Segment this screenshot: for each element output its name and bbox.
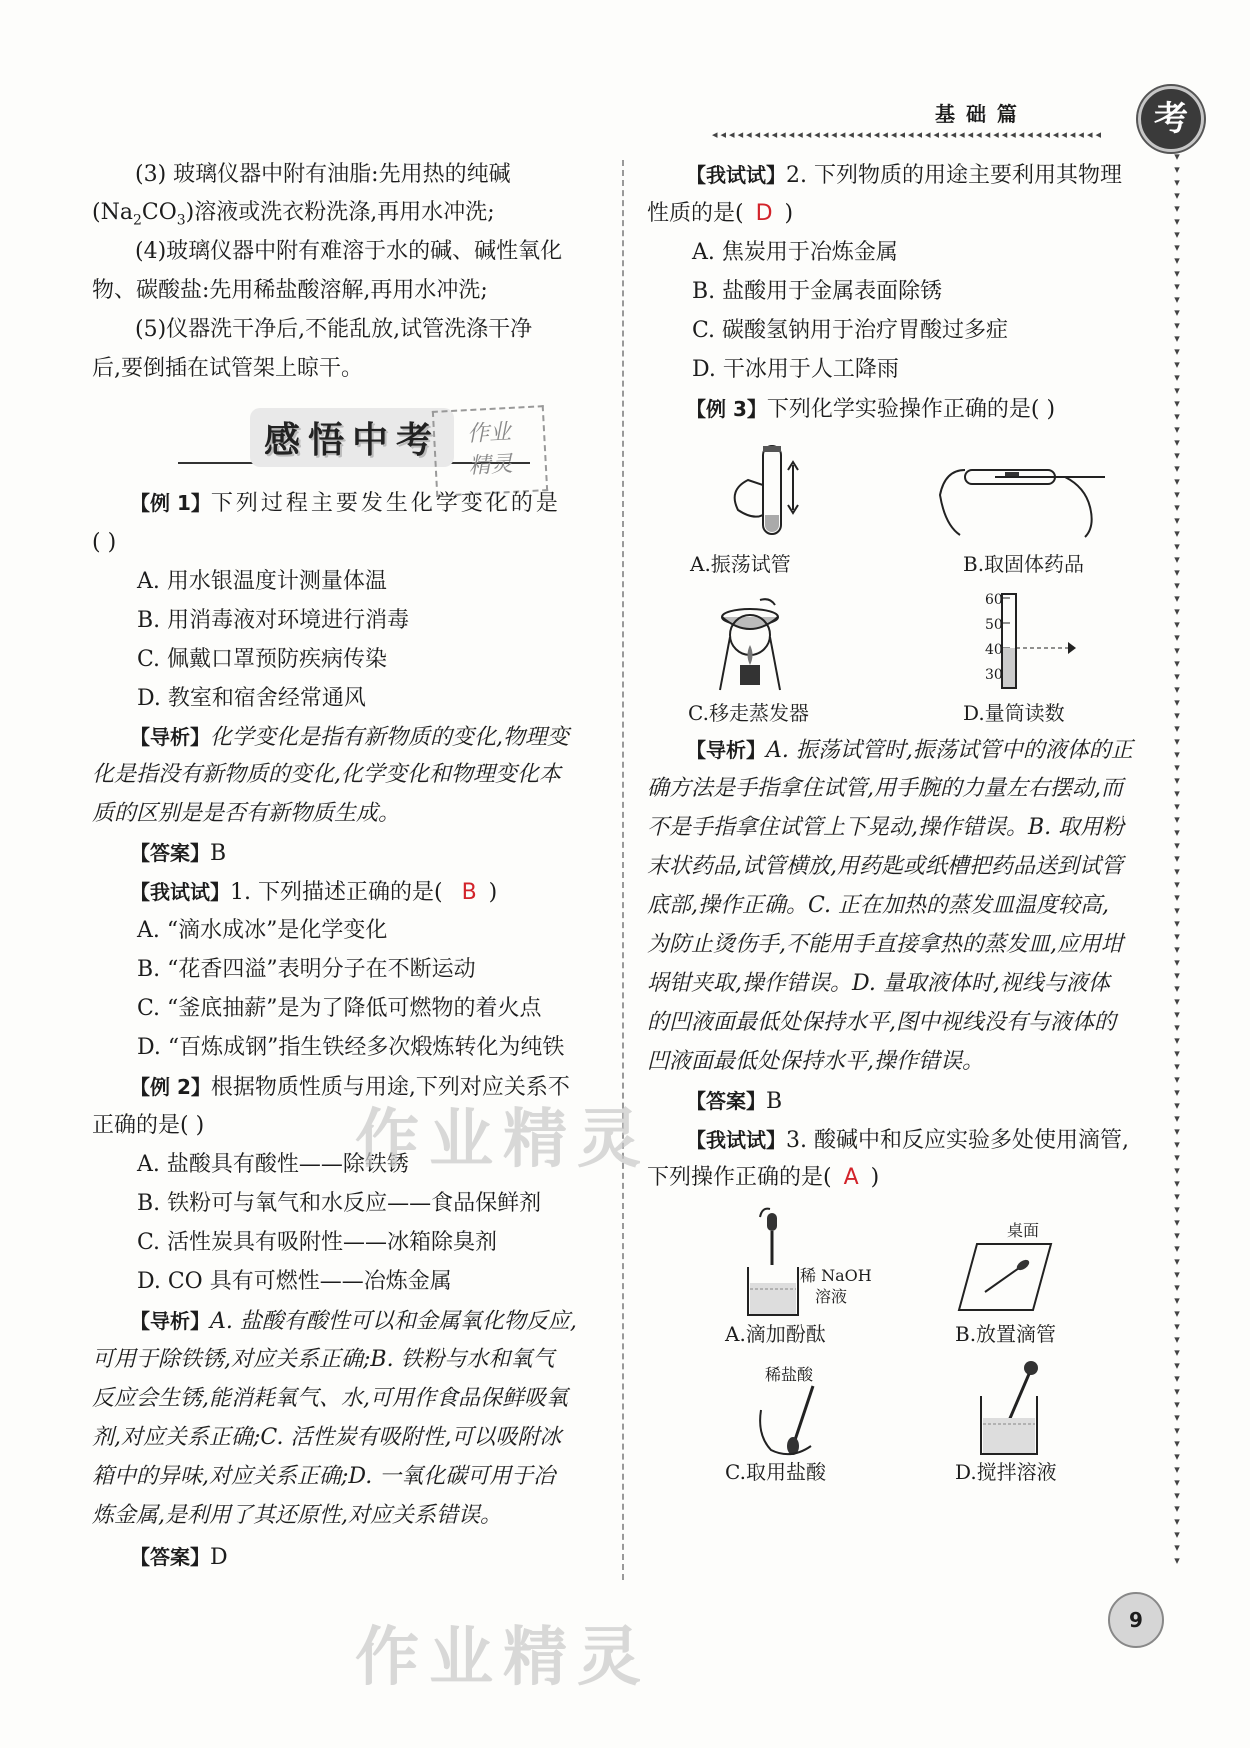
try3-caption-c: C.取用盐酸 [725,1460,826,1484]
ex2-guide-4: 剂,对应关系正确;C. 活性炭有吸附性,可以吸附冰 [92,1425,562,1450]
try1-answer: B [461,880,477,905]
clean3-line2-sub1: 2 [132,212,142,229]
try2-question-2 [647,199,793,229]
try3-tag: 【我试试】 [686,1128,786,1152]
ex3-guide-7: 埚钳夹取,操作错误。D. 量取液体时,视线与液体 [647,971,1110,996]
ex1-option-d: D. 教室和宿舍经常通风 [137,686,366,711]
ex2-guide-6: 炼金属,是利用了其还原性,对应关系错误。 [92,1503,502,1528]
try2-option-c: C. 碳酸氢钠用于治疗胃酸过多症 [692,318,1009,343]
ex3-caption-d: D.量筒读数 [963,701,1065,725]
ex3-guide-6: 为防止烫伤手,不能用手直接拿热的蒸发皿,应用坩 [647,932,1123,957]
try1-tag: 【我试试】 [130,880,230,904]
try3-caption-d: D.搅拌溶液 [955,1460,1057,1484]
ex2-option-b: B. 铁粉可与氧气和水反应——食品保鲜剂 [137,1191,542,1216]
ex3-guide-4: 末状药品,试管横放,用药匙或纸槽把药品送到试管 [647,854,1123,879]
try3-figure-c-take-acid [755,1380,835,1460]
try3-figure-d-stir [975,1360,1055,1460]
watermark-middle: 作业精灵 [355,1103,651,1177]
ex3-caption-c: C.移走蒸发器 [688,701,809,725]
ex2-guide-2: 可用于除铁锈,对应关系正确;B. 铁粉与水和氧气 [92,1347,555,1372]
ex2-guide-3: 反应会生锈,能消耗氧气、水,可用作食品保鲜吸氧 [92,1386,568,1411]
try1-option-d: D. “百炼成钢”指生铁经多次煅炼转化为纯铁 [137,1035,565,1060]
ex3-guide-2: 确方法是手指拿住试管,用手腕的力量左右摆动,而 [647,776,1123,801]
ex3-answer [686,1086,782,1117]
ex3-guide-3: 不是手指拿住试管上下晃动,操作错误。B. 取用粉 [647,815,1125,840]
clean3-line2-c: )溶液或洗衣粉洗涤,再用水冲洗; [185,200,495,225]
ex1-question [130,488,561,519]
try3-figure-b-dropper-on-desk [955,1240,1055,1315]
ex2-answer [130,1542,228,1573]
ex3-question [686,394,1055,425]
try3-question-1 [686,1125,1129,1156]
ex3-answer-value: B [766,1089,783,1114]
ex3-guide-1 [686,735,1133,766]
clean4-line2: 物、碳酸盐:先用稀盐酸溶解,再用水冲洗; [92,278,488,303]
ex1-option-a: A. 用水银温度计测量体温 [137,569,387,594]
cyl-tick-60: 60 [985,592,1003,608]
ex2-option-c: C. 活性炭具有吸附性——冰箱除臭剂 [137,1230,498,1255]
clean3-line2-a: (Na [92,200,133,225]
ex1-guide-1-text: 化学变化是指有新物质的变化,物理变 [210,725,569,750]
ex1-guide-3: 质的区别是是否有新物质生成。 [92,801,401,826]
ex2-tag: 【例 2】 [130,1075,211,1099]
try1-option-c: C. “釜底抽薪”是为了降低可燃物的着火点 [137,996,542,1021]
cyl-tick-40: 40 [985,642,1003,658]
clean3-line2-sub2: 3 [176,212,186,229]
ex3-question-text: 下列化学实验操作正确的是( ) [766,397,1056,422]
banner-stamp [432,405,548,497]
clean5-line2: 后,要倒插在试管架上晾干。 [92,356,363,381]
header-chevron-rule: ◂◂◂◂◂◂◂◂◂◂◂◂◂◂◂◂◂◂◂◂◂◂◂◂◂◂◂◂◂◂◂◂◂◂◂◂◂◂◂◂◂◂◂◂◂◂ [712,128,1104,140]
ex3-guide-5: 底部,操作正确。C. 正在加热的蒸发皿温度较高, [647,893,1110,918]
ex1-guide-1 [130,722,569,753]
column-divider [622,160,624,1580]
clean5-line1: (5)仪器洗干净后,不能乱放,试管洗涤干净 [135,317,533,342]
ex3-figure-c-evaporating-dish [700,595,800,695]
ex1-answer-value: B [210,841,227,866]
ex2-question-2: 正确的是( ) [92,1113,205,1138]
try3-question-2 [647,1163,879,1193]
ex1-option-c: C. 佩戴口罩预防疾病传染 [137,647,388,672]
ex3-figure-a-shake-tube [718,440,818,540]
header-title: 基 础 篇 [935,102,1019,126]
ex1-guide-tag: 【导析】 [130,725,210,749]
page-number: 9 [1129,1608,1143,1632]
ex2-guide-tag: 【导析】 [130,1309,210,1333]
right-chevron-rule: ▾ ▾ ▾ ▾ ▾ ▾ ▾ ▾ ▾ ▾ ▾ ▾ ▾ ▾ ▾ ▾ ▾ ▾ ▾ ▾ ▾ ▾ ▾ ▾ ▾ ▾ ▾ ▾ ▾ ▾ ▾ ▾ ▾ ▾ ▾ ▾ ▾ ▾ ▾ ▾ ▾ ▾ ▾ ▾ ▾ ▾ ▾ ▾ ▾ ▾ ▾ ▾ ▾ ▾ ▾ ▾ ▾ ▾ ▾ ▾ ▾ ▾ ▾ ▾ ▾ ▾ ▾ ▾ ▾ ▾ ▾ ▾ ▾ ▾ ▾ ▾ ▾ ▾ ▾ ▾ ▾ ▾ ▾ ▾ ▾ ▾ ▾ ▾ ▾ ▾ ▾ ▾ ▾ ▾ ▾ ▾ ▾ ▾ ▾ ▾ ▾ ▾ ▾ ▾ ▾ ▾ ▾ ▾ ▾ [1174,150,1180,1567]
ex1-question-text: 下列过程主要发生化学变化的是 [210,491,561,516]
try2-question-2-text: 性质的是( [647,201,744,226]
try1-option-b: B. “花香四溢”表明分子在不断运动 [137,957,476,982]
clean4-line1: (4)玻璃仪器中附有难溶于水的碱、碱性氧化 [135,239,563,264]
ex3-guide-9: 凹液面最低处保持水平,操作错误。 [647,1049,984,1074]
try2-option-d: D. 干冰用于人工降雨 [692,357,899,382]
ex1-paren: ( ) [92,530,117,555]
header-badge [1138,86,1204,152]
try3-label-desk: 桌面 [1007,1221,1040,1240]
ex3-answer-tag: 【答案】 [686,1089,766,1113]
banner-title-text: 感悟中考 [264,419,441,461]
ex2-question-1-text: 根据物质性质与用途,下列对应关系不 [210,1075,570,1100]
ex3-guide-1-text: A. 振荡试管时,振荡试管中的液体的正 [766,738,1133,763]
ex3-caption-a: A.振荡试管 [690,552,791,576]
clean3-line2-b: CO [141,200,177,225]
try2-answer: D [755,201,773,226]
try2-question-1-text: 2. 下列物质的用途主要利用其物理 [786,163,1122,188]
try3-label-naoh-1: 稀 NaOH [800,1266,872,1285]
try2-close: ) [784,201,794,226]
try3-question-2-text: 下列操作正确的是( [647,1165,832,1190]
cyl-tick-50: 50 [985,617,1003,633]
try3-caption-a: A.滴加酚酞 [725,1322,826,1346]
try1-question [130,877,497,908]
try1-question-text: 1. 下列描述正确的是( [230,880,443,905]
header-badge-text: 考 [1154,99,1188,139]
try1-close: ) [488,880,498,905]
page-number-badge [1108,1592,1164,1648]
ex2-option-a: A. 盐酸具有酸性——除铁锈 [137,1152,409,1177]
ex1-answer-tag: 【答案】 [130,841,210,865]
try3-question-1-text: 3. 酸碱中和反应实验多处使用滴管, [786,1128,1129,1153]
ex2-guide-1 [130,1306,577,1337]
ex2-answer-value: D [210,1545,228,1570]
try2-question-1 [686,160,1122,191]
ex1-answer [130,838,226,869]
try1-option-a: A. “滴水成冰”是化学变化 [137,918,388,943]
try3-answer: A [843,1165,859,1190]
ex1-option-b: B. 用消毒液对环境进行消毒 [137,608,410,633]
try2-option-a: A. 焦炭用于冶炼金属 [692,240,898,265]
try3-label-hcl: 稀盐酸 [765,1365,814,1384]
try3-close: ) [870,1165,880,1190]
ex3-tag: 【例 3】 [686,397,767,421]
ex3-guide-8: 的凹液面最低处保持水平,图中视线没有与液体的 [647,1010,1116,1035]
try2-tag: 【我试试】 [686,163,786,187]
ex2-guide-1-text: A. 盐酸有酸性可以和金属氧化物反应, [210,1309,577,1334]
banner-stamp-line2: 精灵 [468,451,514,480]
cyl-tick-30: 30 [985,667,1003,683]
ex3-caption-b: B.取固体药品 [963,552,1085,576]
try2-option-b: B. 盐酸用于金属表面除锈 [692,279,943,304]
clean3-line1: (3) 玻璃仪器中附有油脂:先用热的纯碱 [135,162,511,187]
ex2-answer-tag: 【答案】 [130,1545,210,1569]
try3-label-naoh-2: 溶液 [815,1287,848,1306]
watermark-bottom: 作业精灵 [355,1621,651,1695]
ex3-guide-tag: 【导析】 [686,738,766,762]
ex2-option-d: D. CO 具有可燃性——冶炼金属 [137,1269,452,1294]
banner-title [250,408,454,467]
ex3-figure-b-solid-sampling [935,450,1115,540]
clean3-line2 [92,198,495,235]
try3-caption-b: B.放置滴管 [955,1322,1057,1346]
banner-stamp-line1: 作业 [466,419,512,448]
ex1-tag: 【例 1】 [130,491,211,515]
ex2-guide-5: 箱中的异味,对应关系正确;D. 一氧化碳可用于冶 [92,1464,556,1489]
ex1-guide-2: 化是指没有新物质的变化,化学变化和物理变化本 [92,762,561,787]
